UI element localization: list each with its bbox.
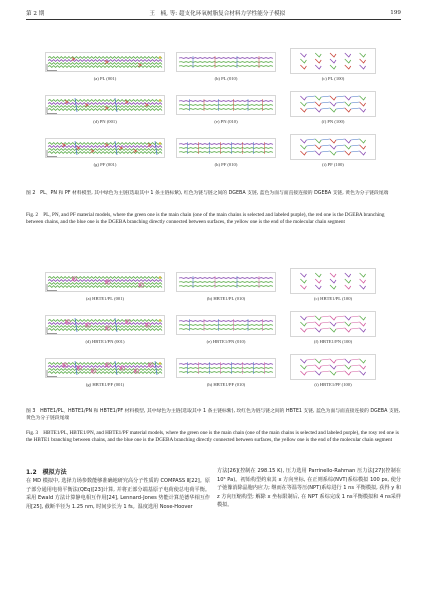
panel-label: (a) HBTE1/PL (001) (85, 296, 125, 301)
molecular-model-image (45, 95, 165, 115)
panel-label: (d) HBTE1/PN (001) (85, 339, 125, 344)
molecular-model-panel (45, 315, 165, 335)
issue-number: 第 2 期 (26, 11, 45, 17)
molecular-model-panel (176, 358, 276, 378)
section-heading: 1.2 模拟方法 (26, 469, 67, 476)
molecular-model-panel (290, 311, 376, 337)
molecular-model-image (45, 358, 165, 378)
molecular-model-panel (176, 315, 276, 335)
molecular-model-panel (176, 95, 276, 115)
panel-label: (a) PL (001) (93, 76, 117, 81)
molecular-model-image (290, 311, 376, 337)
molecular-model-panel (45, 272, 165, 292)
molecular-model-image (290, 354, 376, 380)
figure-2-caption-en: Fig. 2 PL, PN, and PF material models, where the green one is the main chain (one of the main chains is selected and labeled purple), the red one is the DGEBA branching between chains, and the blue one is the DGEBA branching directly connected between surfaces, the yellow one is the end of the molecular chain segment (26, 212, 385, 226)
molecular-model-panel (45, 52, 165, 72)
molecular-model-image (45, 272, 165, 292)
molecular-model-panel (45, 95, 165, 115)
running-title: 王 楠, 等: 超支化环氧树脂复合材料力学性能分子模拟 (149, 11, 286, 17)
molecular-model-panel (290, 91, 376, 117)
molecular-model-panel (290, 48, 376, 74)
molecular-model-image (45, 315, 165, 335)
panel-label: (b) PL (010) (214, 76, 238, 81)
molecular-model-image (176, 358, 276, 378)
figure-2-caption-zh: 图 2 PL、PN 和 PF 材料模型, 其中绿色为主链(选取其中 1 条主链标紫), 红色为链与链之间的 DGEBA 支链, 蓝色为面与面直接连接的 DGEBA 支链, 黄色为分子链段尾端 (26, 191, 389, 196)
header-rule (26, 19, 401, 20)
molecular-model-panel (176, 52, 276, 72)
panel-label: (h) PF (010) (214, 162, 238, 167)
molecular-model-panel (290, 354, 376, 380)
molecular-model-image (290, 91, 376, 117)
molecular-model-image (45, 138, 165, 158)
panel-label: (g) HBTE1/PF (001) (85, 382, 125, 387)
molecular-model-image (290, 268, 376, 294)
panel-label: (e) PN (010) (214, 119, 238, 124)
page-header (26, 8, 401, 18)
molecular-model-panel (176, 272, 276, 292)
molecular-model-image (176, 272, 276, 292)
figure-3-caption-en: Fig. 3 HBTE1/PL, HBTE1/PN, and HBTE1/PF material models, where the green one is the main chain (one of the main chains is selected and labeled purple), the rosy red one is the HBTE1 branching between chains, and the blue one is the DGEBA branching directly connected between surfaces, the yellow one is the end of the molecular chain segment (26, 430, 399, 444)
molecular-model-panel (290, 268, 376, 294)
molecular-model-image (176, 95, 276, 115)
panel-label: (i) HBTE1/PF (100) (314, 382, 352, 387)
molecular-model-image (290, 134, 376, 160)
panel-label: (f) HBTE1/PN (100) (313, 339, 353, 344)
page-number: 199 (390, 10, 401, 16)
panel-label: (b) HBTE1/PL (010) (206, 296, 246, 301)
body-text-right-column: 方法[26](控制在 298.15 K), 压力选用 Parrinello-Rahman 压力法[27](控制在 10⁵ Pa)。初始构型约束其 x 方向坐标, 在正则系综(NVT)系综模拟 100 ps, 使分子弛豫消除晶胞内应力; 继而在等温等压(NPT)系综进行 1 ns 平衡模拟, 获得 y 和 z 方向压缩构型; 解除 x 坐标限制后, 在 NPT 系综完成 1 ns平衡模拟和 4 ns采样模拟。 (217, 468, 401, 509)
panel-label: (c) PL (100) (321, 76, 345, 81)
figure-3-caption-zh: 图 3 HBTE1/PL、HBTE1/PN 和 HBTE1/PF 材料模型, 其中绿色为主链(选取其中 1 条主链标紫), 玫红色为链与链之间的 HBTE1 支链, 蓝色为面与面直接连接的 DGEBA 支链, 黄色为分子链段尾端 (26, 409, 401, 422)
molecular-model-panel (176, 138, 276, 158)
panel-label: (d) PN (001) (93, 119, 117, 124)
panel-label: (f) PN (100) (321, 119, 345, 124)
panel-label: (g) PF (001) (93, 162, 117, 167)
panel-label: (h) HBTE1/PF (010) (206, 382, 246, 387)
molecular-model-panel (45, 358, 165, 378)
molecular-model-image (45, 52, 165, 72)
body-text-left-column: 在 MD 模拟中, 选择力场参数能够准确地研究高分子性质的 COMPASS Ⅱ[22]。原子部分通用电荷平衡法(QEq)[23]计算, 并将正部分端基原子电荷使总电荷平衡。采用 Ewald 方法计算静电相互作用[24], Lennard-Jones 势能计算范德华相互作用[25], 截断半径为 1.25 nm, 时间步长为 1 fs。温度选用 Nose-Hoover (26, 478, 210, 510)
panel-label: (e) HBTE1/PN (010) (206, 339, 246, 344)
molecular-model-image (176, 52, 276, 72)
molecular-model-image (176, 315, 276, 335)
panel-label: (c) HBTE1/PL (100) (313, 296, 353, 301)
molecular-model-panel (290, 134, 376, 160)
panel-label: (i) PF (100) (322, 162, 344, 167)
molecular-model-image (176, 138, 276, 158)
molecular-model-image (290, 48, 376, 74)
molecular-model-panel (45, 138, 165, 158)
